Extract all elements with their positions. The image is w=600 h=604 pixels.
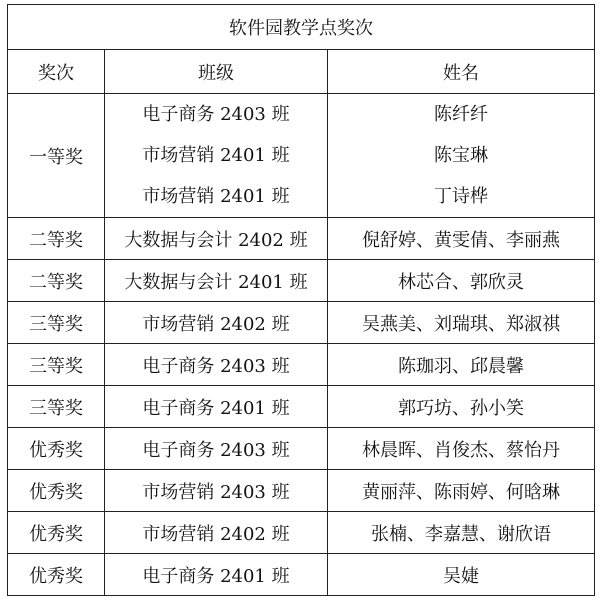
header-award: 奖次 (8, 50, 105, 94)
table-row (8, 386, 595, 428)
names-cell: 吴婕 (328, 554, 595, 596)
table-row-first-prize (8, 94, 595, 218)
names-cell: 陈珈羽、邱晨馨 (328, 344, 595, 386)
class-cell: 市场营销 2401 班 (142, 145, 290, 166)
names-cell: 林晨晖、肖俊杰、蔡怡丹 (328, 428, 595, 470)
names-cell: 吴燕美、刘瑞琪、郑淑祺 (328, 302, 595, 344)
class-cell: 电子商务 2403 班 (142, 104, 290, 125)
names-cell-group (328, 94, 595, 218)
names-cell: 黄丽萍、陈雨婷、何晗琳 (328, 470, 595, 512)
table-row (8, 344, 595, 386)
table-row (8, 428, 595, 470)
names-cell: 陈宝琳 (434, 145, 488, 166)
award-cell: 优秀奖 (8, 470, 105, 512)
table-title-row (8, 5, 595, 50)
table-row (8, 512, 595, 554)
class-cell: 市场营销 2402 班 (105, 302, 328, 344)
award-cell: 优秀奖 (8, 428, 105, 470)
award-cell: 三等奖 (8, 386, 105, 428)
header-names: 姓名 (328, 50, 595, 94)
table-row (8, 302, 595, 344)
names-cell: 倪舒婷、黄雯倩、李丽燕 (328, 218, 595, 260)
class-cell: 电子商务 2401 班 (105, 554, 328, 596)
names-cell: 郭巧坊、孙小笑 (328, 386, 595, 428)
class-cell: 大数据与会计 2402 班 (105, 218, 328, 260)
table-title: 软件园教学点奖次 (8, 5, 595, 50)
award-cell: 三等奖 (8, 344, 105, 386)
award-cell: 优秀奖 (8, 512, 105, 554)
class-cell: 大数据与会计 2401 班 (105, 260, 328, 302)
names-cell: 陈纤纤 (434, 104, 488, 125)
table-row (8, 260, 595, 302)
award-cell: 优秀奖 (8, 554, 105, 596)
header-class: 班级 (105, 50, 328, 94)
award-cell: 二等奖 (8, 260, 105, 302)
class-cell: 市场营销 2401 班 (142, 186, 290, 207)
table-row (8, 470, 595, 512)
names-cell: 张楠、李嘉慧、谢欣语 (328, 512, 595, 554)
names-cell: 林芯合、郭欣灵 (328, 260, 595, 302)
class-cell: 电子商务 2403 班 (105, 344, 328, 386)
class-cell: 市场营销 2402 班 (105, 512, 328, 554)
award-cell: 一等奖 (8, 94, 105, 218)
award-cell: 二等奖 (8, 218, 105, 260)
table-row (8, 554, 595, 596)
award-cell: 三等奖 (8, 302, 105, 344)
award-table (7, 4, 595, 596)
class-cell: 电子商务 2401 班 (105, 386, 328, 428)
class-cell-group (105, 94, 328, 218)
table-row (8, 218, 595, 260)
class-cell: 电子商务 2403 班 (105, 428, 328, 470)
names-cell: 丁诗桦 (434, 186, 488, 207)
table-header-row (8, 50, 595, 94)
class-cell: 市场营销 2403 班 (105, 470, 328, 512)
